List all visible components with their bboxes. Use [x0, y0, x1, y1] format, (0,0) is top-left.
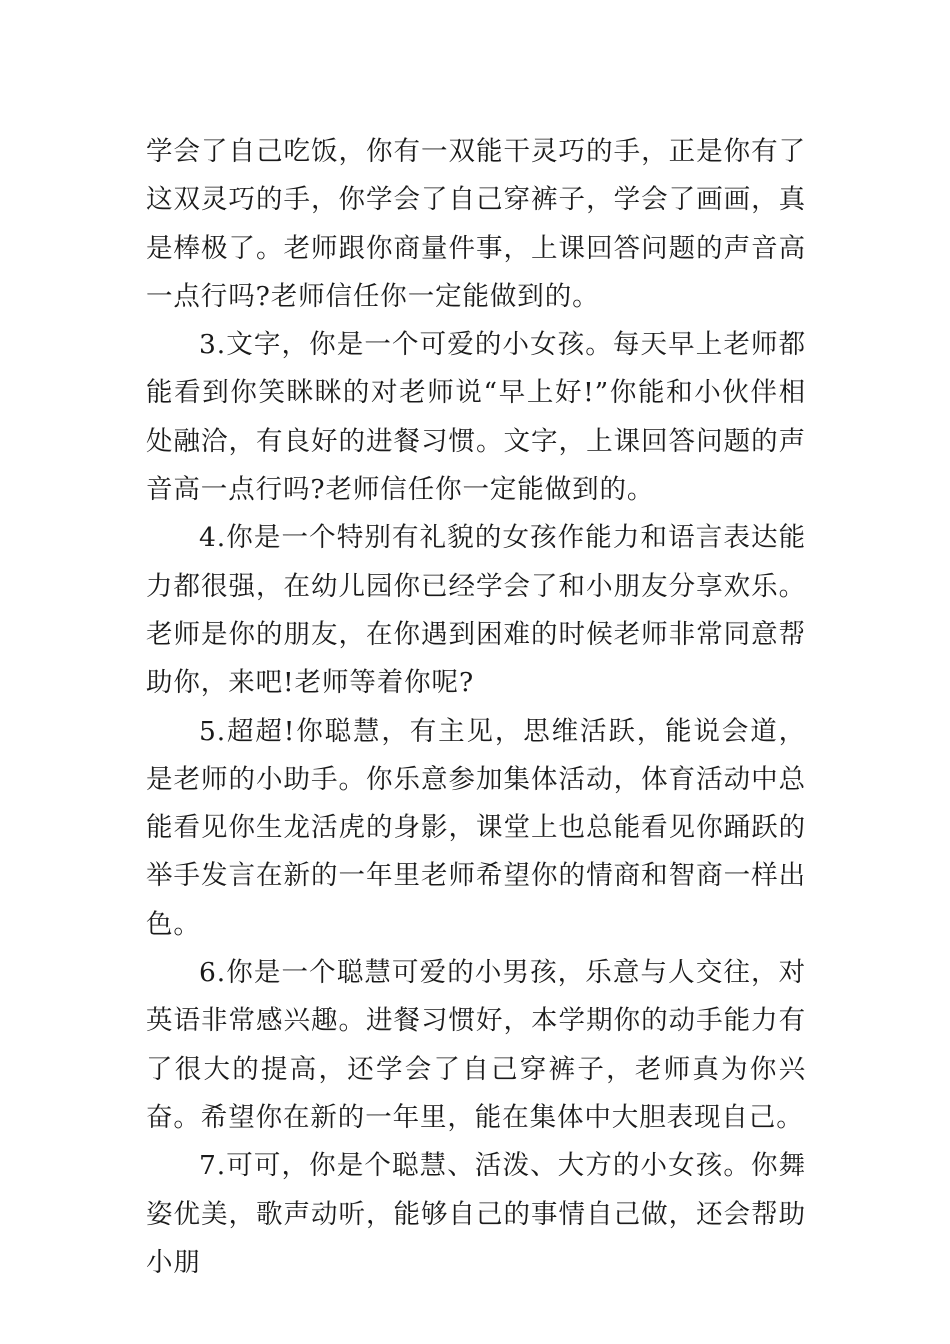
paragraph-6: 6.你是一个聪慧可爱的小男孩，乐意与人交往，对英语非常感兴趣。进餐习惯好，本学期你的动手能力有了很大的提高，还学会了自己穿裤子，老师真为你兴奋。希望你在新的一年里，能在集体中大胆表现自己。	[146, 957, 806, 1133]
document-body	[146, 128, 806, 1287]
paragraph-7: 7.可可，你是个聪慧、活泼、大方的小女孩。你舞姿优美，歌声动听，能够自己的事情自己做，还会帮助小朋	[146, 1150, 806, 1278]
paragraph-4: 4.你是一个特别有礼貌的女孩作能力和语言表达能力都很强，在幼儿园你已经学会了和小朋友分享欢乐。老师是你的朋友，在你遇到困难的时候老师非常同意帮助你，来吧!老师等着你呢?	[146, 522, 806, 699]
paragraph-continuation: 学会了自己吃饭，你有一双能干灵巧的手，正是你有了这双灵巧的手，你学会了自己穿裤子，学会了画画，真是棒极了。老师跟你商量件事，上课回答问题的声音高一点行吗?老师信任你一定能做到的。	[146, 136, 806, 312]
paragraph-3: 3.文字，你是一个可爱的小女孩。每天早上老师都能看到你笑眯眯的对老师说“早上好!”你能和小伙伴相处融洽，有良好的进餐习惯。文字，上课回答问题的声音高一点行吗?老师信任你一定能做到的。	[146, 329, 806, 506]
paragraph-5: 5.超超!你聪慧，有主见，思维活跃，能说会道，是老师的小助手。你乐意参加集体活动，体育活动中总能看见你生龙活虎的身影，课堂上也总能看见你踊跃的举手发言在新的一年里老师希望你的情商和智商一样出色。	[146, 715, 806, 940]
